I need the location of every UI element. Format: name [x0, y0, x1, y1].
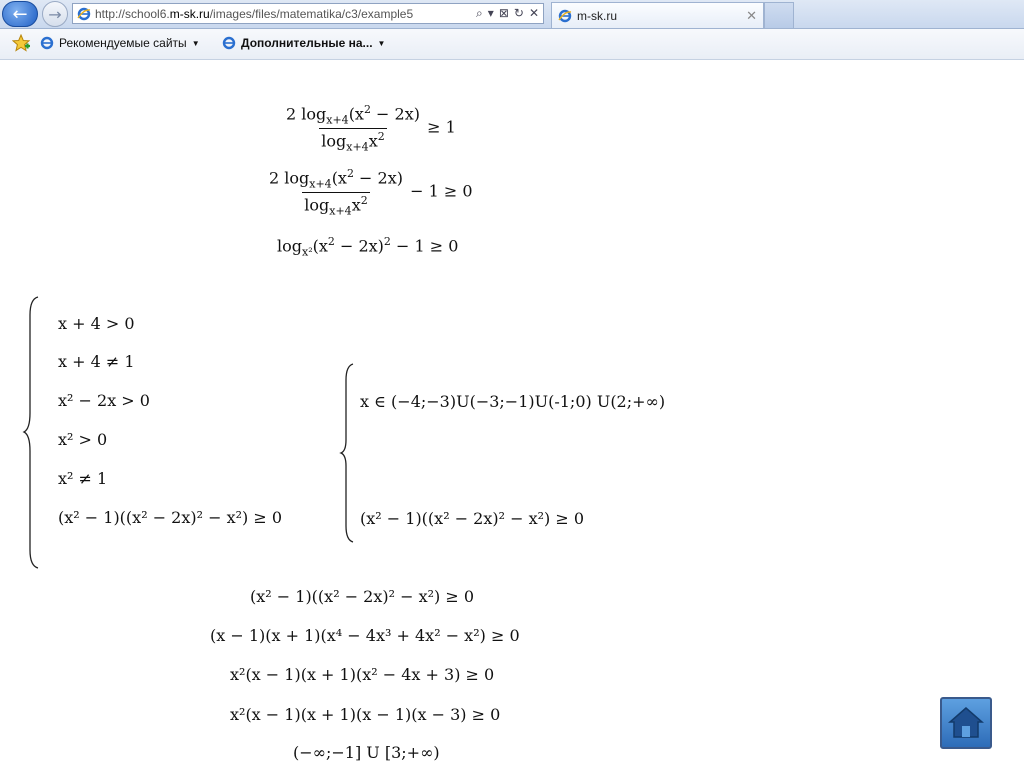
favorites-bar: [0, 29, 1024, 60]
ie-page-icon: [40, 36, 54, 50]
stop-icon[interactable]: ✕: [528, 6, 539, 20]
arrow-right-icon: →: [48, 4, 62, 24]
address-bar[interactable]: [72, 3, 544, 24]
solution-answer: (−∞;−1] U [3;+∞): [293, 743, 440, 762]
system-brace-right: [339, 362, 355, 544]
ie-page-icon: [77, 7, 91, 21]
chevron-down-icon: ▼: [191, 38, 200, 48]
condition: x² − 2x > 0: [58, 391, 150, 410]
solution-step: (x − 1)(x + 1)(x⁴ − 4x³ + 4x² − x²) ≥ 0: [210, 626, 520, 645]
search-icon[interactable]: ⌕: [476, 6, 483, 20]
browser-titlebar: [0, 0, 1024, 29]
compat-view-icon[interactable]: ⊠: [498, 6, 509, 20]
system-brace-left: [22, 295, 40, 570]
solution-step: x²(x − 1)(x + 1)(x² − 4x + 3) ≥ 0: [230, 665, 495, 684]
favorites-additional[interactable]: Дополнительные на... ▼: [222, 36, 385, 50]
new-tab-button[interactable]: [764, 2, 794, 28]
forward-button[interactable]: [42, 1, 68, 27]
arrow-left-icon: ←: [12, 3, 28, 25]
solution-step: x²(x − 1)(x + 1)(x − 1)(x − 3) ≥ 0: [230, 705, 501, 724]
close-tab-icon[interactable]: ✕: [746, 7, 757, 23]
condition: x + 4 ≠ 1: [58, 352, 135, 371]
home-icon: [942, 699, 990, 747]
inequality-1: $\frac{2 \log_{x+4}(x^2 - 2x)}{\log_{x+4}x^2}$ ≥ 1: [286, 103, 456, 154]
home-button[interactable]: [940, 697, 992, 749]
condition: (x² − 1)((x² − 2x)² − x²) ≥ 0: [58, 508, 283, 527]
domain-condition: x ∈ (−4;−3)U(−3;−1)U(-1;0) U(2;+∞): [360, 392, 666, 411]
condition: x + 4 > 0: [58, 314, 135, 333]
ie-page-icon: [222, 36, 236, 50]
inequality-2: $\frac{2 \log_{x+4}(x^2 - 2x)}{\log_{x+4}x^2}$ − 1 ≥ 0: [269, 167, 473, 218]
ie-page-icon: [558, 9, 572, 23]
dropdown-icon[interactable]: ▾: [487, 6, 494, 20]
browser-tab[interactable]: [551, 2, 764, 28]
refresh-icon[interactable]: ↻: [513, 6, 524, 20]
favorites-star-icon[interactable]: [12, 34, 32, 52]
condition: (x² − 1)((x² − 2x)² − x²) ≥ 0: [360, 509, 585, 528]
favorites-recommended-sites[interactable]: Рекомендуемые сайты ▼: [40, 36, 200, 50]
address-tools: [472, 6, 543, 21]
condition: x² ≠ 1: [58, 469, 108, 488]
back-button[interactable]: [2, 1, 38, 27]
chevron-down-icon: ▼: [377, 38, 386, 48]
address-url[interactable]: http://school6.m-sk.ru/images/files/matematika/c3/example5: [95, 6, 414, 21]
condition: x² > 0: [58, 430, 108, 449]
inequality-3: $\log_{x^2}(x^2 - 2x)^2 - 1 \ge 0$: [277, 235, 459, 259]
solution-step: (x² − 1)((x² − 2x)² − x²) ≥ 0: [250, 587, 475, 606]
tab-title: m-sk.ru: [577, 8, 617, 23]
